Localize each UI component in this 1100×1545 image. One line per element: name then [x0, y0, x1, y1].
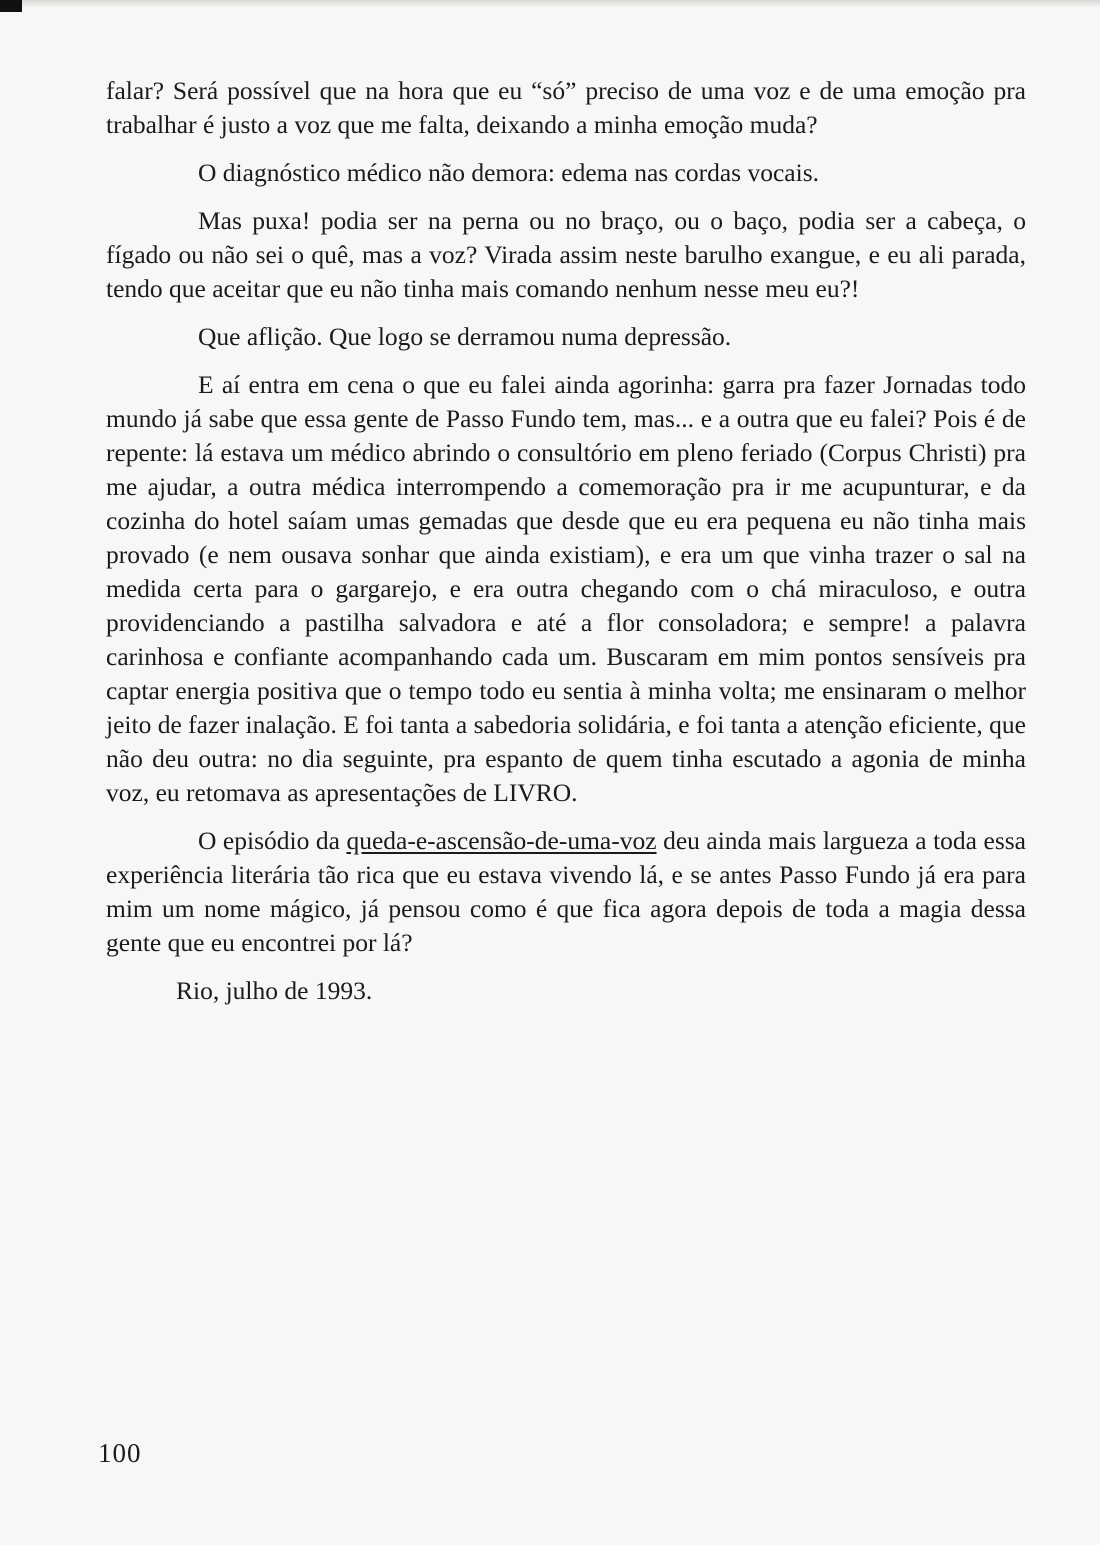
paragraph-5: E aí entra em cena o que eu falei ainda agorinha: garra pra fazer Jornadas todo mundo já sabe que essa gente de Passo Fundo tem, mas... e a outra que eu falei? Pois é de repente: lá estava um médico abrindo o consultório em pleno feriado (Corpus Christi) pra me ajudar, a outra médica interrompendo a comemoração pra ir me acupunturar, e da cozinha do hotel saíam umas gemadas que desde que eu era pequena eu não tinha mais provado (e nem ousava sonhar que ainda existiam), e era um que vinha trazer o sal na medida certa para o gargarejo, e era outra chegando com o chá miraculoso, e outra providenciando a pastilha salvadora e até a flor consoladora; e sempre! a palavra carinhosa e confiante acompanhando cada um. Buscaram em mim pontos sensíveis pra captar energia positiva que o tempo todo eu sentia à minha volta; me ensinaram o melhor jeito de fazer inalação. E foi tanta a sabedoria solidária, e foi tanta a atenção eficiente, que não deu outra: no dia seguinte, pra espanto de quem tinha escutado a agonia de minha voz, eu retomava as apresentações de LIVRO.: [106, 370, 1026, 807]
paragraph-2: O diagnóstico médico não demora: edema nas cordas vocais.: [198, 158, 820, 187]
paragraph-6: [106, 824, 1026, 960]
paragraph-6-rest: deu ainda mais largueza a toda essa experiência literária tão rica que eu estava vivendo lá, e se antes Passo Fundo já era para mim um nome mágico, já pensou como é que fica agora depois de toda a magia dessa gente que eu encontrei por lá?: [106, 826, 1026, 957]
paragraph-6-lead: O episódio da: [198, 826, 347, 855]
paragraph-4: Que aflição. Que logo se derramou numa depressão.: [198, 322, 732, 351]
signoff-date: Rio, julho de 1993.: [176, 976, 373, 1005]
page-number: 100: [98, 1438, 142, 1468]
scan-top-edge: [0, 0, 1100, 7]
book-page-text: [106, 74, 1026, 1008]
underlined-phrase: queda-e-ascensão-de-uma-voz: [346, 826, 657, 855]
scan-corner-mark: [0, 0, 22, 12]
paragraph-1: falar? Será possível que na hora que eu “só” preciso de uma voz e de uma emoção pra trabalhar é justo a voz que me falta, deixando a minha emoção muda?: [106, 76, 1026, 139]
paragraph-3: Mas puxa! podia ser na perna ou no braço, ou o baço, podia ser a cabeça, o fígado ou não sei o quê, mas a voz? Virada assim neste barulho exangue, e eu ali parada, tendo que aceitar que eu não tinha mais comando nenhum nesse meu eu?!: [106, 206, 1026, 303]
